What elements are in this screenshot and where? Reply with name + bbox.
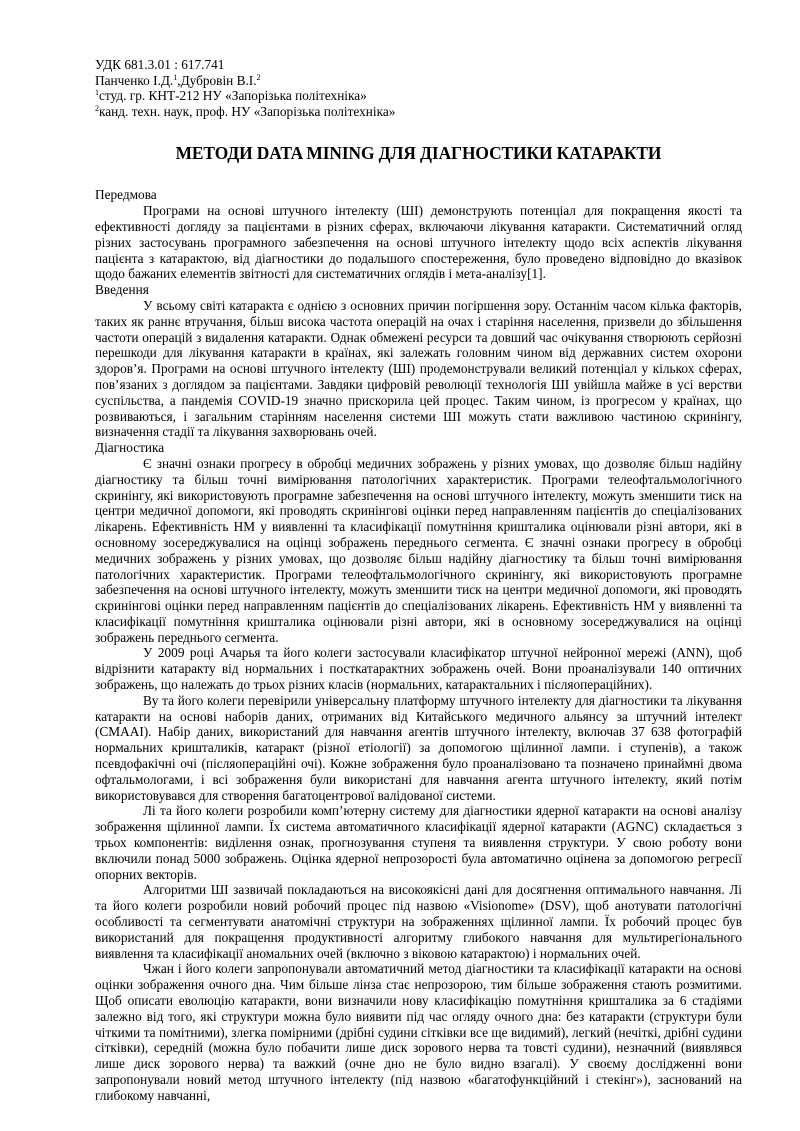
authors-line bbox=[95, 73, 742, 89]
affiliation-1-text: студ. гр. КНТ-212 НУ «Запорізька політехніка» bbox=[99, 88, 367, 104]
document-page bbox=[95, 57, 742, 1104]
paragraph: Є значні ознаки прогресу в обробці медичних зображень у різних умовах, що дозволяє більш надійну діагностику та більш точні вимірювання патологічних характеристик. Програми телеофтальмологічного скринінгу, які використовують програмне забезпечення на основі штучного інтелекту, можуть зменшити тиск на центри медичної допомоги, які проводять скринінгові оцінки перед направленням пацієнтів до спеціалізованих лікарень. Ефективність НМ у виявленні та класифікації помутніння кришталика оцінювали різні автори, які в основному зосереджувалися на оцінці зображень переднього сегмента. Є значні ознаки прогресу в обробці медичних зображень у різних умовах, що дозволяє більш надійну діагностику та більш точні вимірювання патологічних характеристик. Програми телеофтальмологічного скринінгу, які використовують програмне забезпечення на основі штучного інтелекту, можуть зменшити тиск на центри медичної допомоги, які проводять скринінгові оцінки перед направленням пацієнтів до спеціалізованих лікарень. Ефективність НМ у виявленні та класифікації помутніння кришталика оцінювали різні автори, які в основному зосереджувалися на оцінці зображень переднього сегмента. bbox=[95, 455, 742, 645]
paper-title: МЕТОДИ DATA MINING ДЛЯ ДІАГНОСТИКИ КАТАРАКТИ bbox=[175, 143, 662, 164]
affiliation-2 bbox=[95, 104, 742, 120]
author-separator: , bbox=[177, 72, 181, 88]
affiliation-1-superscript: 1 bbox=[95, 88, 99, 98]
author-1-superscript: 1 bbox=[173, 72, 178, 82]
author-2: Дубровін В.І. bbox=[180, 72, 257, 88]
author-1: Панченко І.Д. bbox=[95, 72, 174, 88]
affiliation-1 bbox=[95, 88, 742, 104]
paragraph: У всьому світі катаракта є однією з основних причин погіршення зору. Останнім часом кілька факторів, таких як раннє втручання, більш висока частота операцій на очах і старіння населення, призвели до збільшення частоти операцій з видалення катаракти. Однак обмежені ресурси та довший час очікування створюють серйозні перешкоди для лікування катаракти в країнах, які залежать головним чином від державних систем охорони здоров’я. Програми на основі штучного інтелекту (ШІ) продемонстрували великий потенціал у кількох сферах, пов’язаних з доглядом за пацієнтами. Завдяки цифровій революції технологія ШІ увійшла майже в усі верстви суспільства, а пандемія COVID-19 значно прискорила цей процес. Таким чином, із прогресом у країнах, що розвиваються, і загальним старінням населення системи ШІ можуть стати важливою частиною скринінгу, визначення стадії та лікування захворювань очей. bbox=[95, 297, 742, 440]
paragraph: Чжан і його колеги запропонували автоматичний метод діагностики та класифікації катаракти на основі оцінки зображення очного дна. Чим більше лінза стає непрозорою, тим більше зображення стають розмитими. Щоб описати еволюцію катаракти, вони визначили нову класифікацію помутніння кришталика за 6 стадіями залежно від того, які структури можна було виявити під час огляду очного дна: без катаракти (структури були чіткими та помітними), злегка помірними (дрібні судини сітківки все ще видимий), легкий (нечіткі, дрібні судини сітківки), середній (можна було побачити лише диск зорового нерва та товсті судини), незначний (виявлявся лише диск зорового нерва) та важкий (очне дно не було видно взагалі). У своєму дослідженні вони запропонували новий метод штучного інтелекту (під назвою «багатофункційний і стекінг»), заснований на глибокому навчанні, bbox=[95, 961, 742, 1103]
section-heading-preface: Передмова bbox=[95, 187, 157, 203]
paragraph: Лі та його колеги розробили комп’ютерну систему для діагностики ядерної катаракти на основі аналізу зображення щілинної лампи. Їх система автоматичного класифікації ядерної катаракти (AGNC) складається з трьох компонентів: виділення ознак, прогнозування ступеня та виявлення структури. У свою роботу вони включили понад 5000 зображень. Оцінка ядерної непрозорості була автоматично оцінена за допомогою регресії опорних векторів. bbox=[95, 803, 742, 882]
section-heading-intro: Введення bbox=[95, 282, 149, 298]
paragraph: Програми на основі штучного інтелекту (ШІ) демонструють потенціал для покращення якості та ефективності догляду за пацієнтами в різних сферах, включаючи лікування катаракти. Систематичний огляд різних застосувань програмного забезпечення на основі штучного інтелекту щодо всіх аспектів лікування пацієнта з катарактою, від діагностики до подальшого спостереження, було проведено відповідно до вказівок щодо бажаних елементів звітності для систематичних оглядів і мета-аналізу[1]. bbox=[95, 203, 742, 282]
affiliation-2-text: канд. техн. наук, проф. НУ «Запорізька політехніка» bbox=[99, 103, 396, 119]
author-2-superscript: 2 bbox=[256, 72, 261, 82]
udk-code: УДК 681.3.01 : 617.741 bbox=[95, 57, 225, 72]
paragraph: Ву та його колеги перевірили універсальну платформу штучного інтелекту для діагностики та лікування катаракти на основі наборів даних, отриманих від Китайського медичного альянсу за штучний інтелект (CMAAI). Набір даних, використаний для навчання агентів штучного інтелекту, включав 37 638 фотографій нормальних кришталиків, катаракт (різної етіології) за допомогою щілинної лампи. і ступенів), а також псевдофакічні очі (післяопераційні очі). Кожне зображення було проаналізовано та позначено принаймні двома офтальмологами, і всі зображення були використані для навчання агента штучного інтелекту, який потім використовувався для створення багатоцентрової валідованої системи. bbox=[95, 692, 742, 803]
paragraph: Алгоритми ШІ зазвичай покладаються на високоякісні дані для досягнення оптимального навчання. Лі та його колеги розробили новий робочий процес під назвою «Visionome» (DSV), щоб анотувати патологічні особливості та сегментувати анатомічні структури на зображеннях щілинної лампи. Їх робочий процес був використаний для покращення продуктивності алгоритму глибокого навчання для мультирегіонального виявлення та класифікації аномальних очей (включно з віковою катарактою) і нормальних очей. bbox=[95, 882, 742, 961]
section-heading-diagnostics: Діагностика bbox=[95, 440, 165, 456]
affiliation-2-superscript: 2 bbox=[95, 103, 99, 113]
paragraph: У 2009 році Ачарья та його колеги застосували класифікатор штучної нейронної мережі (ANN), щоб відрізнити катаракту від нормальних і посткатарактних зображень очей. Вони проаналізували 140 оптичних зображень, що належать до трьох різних класів (нормальних, катарактальних і післяопераційних). bbox=[95, 645, 742, 693]
